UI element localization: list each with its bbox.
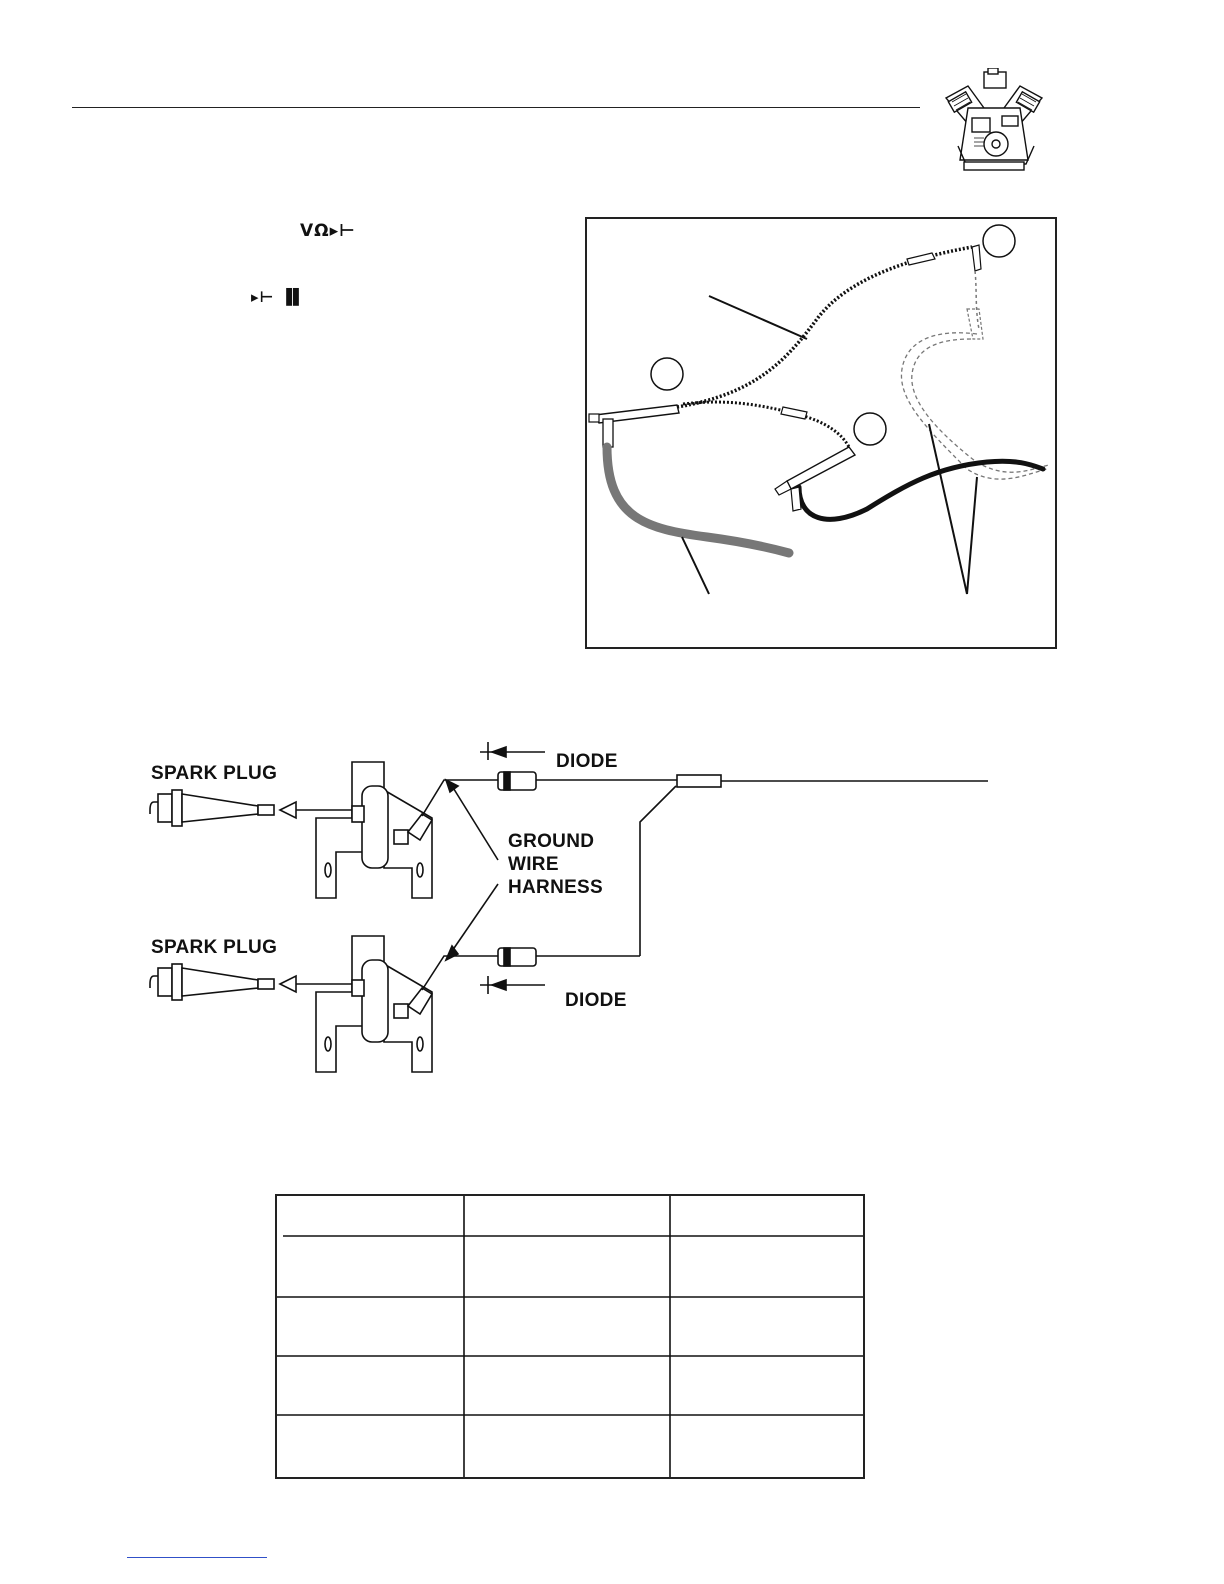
callout-circle-1 (983, 225, 1015, 257)
callout-circle-2 (651, 358, 683, 390)
test-lead-illustration (587, 219, 1055, 647)
callout-circle-3 (854, 413, 886, 445)
leader-line-test-lead (709, 296, 807, 339)
spark-plug-label-bottom: SPARK PLUG (151, 937, 278, 958)
results-table-grid (277, 1196, 863, 1477)
diode-label-top: DIODE (556, 751, 618, 772)
results-table (275, 1194, 865, 1479)
ground-harness-label-line3: HARNESS (508, 877, 604, 898)
ground-harness-label-line2: WIRE (508, 854, 559, 875)
diode-continuity-symbol: ▸⊢ ▐▌ (251, 288, 306, 306)
multimeter-function-symbol: VΩ▸⊢ (300, 221, 356, 241)
test-lead-illustration-frame (585, 217, 1057, 649)
header-rule (72, 107, 920, 108)
spark-plug-label-top: SPARK PLUG (151, 763, 278, 784)
diode-label-bottom: DIODE (565, 990, 627, 1011)
v-twin-engine-icon (938, 68, 1050, 178)
wiring-diagram (140, 730, 1000, 1080)
footer-link-underline[interactable] (127, 1557, 267, 1558)
ground-harness-label-line1: GROUND (508, 831, 595, 852)
ignition-module-wire-icon (607, 447, 789, 553)
multimeter-lead-icon (677, 247, 972, 407)
